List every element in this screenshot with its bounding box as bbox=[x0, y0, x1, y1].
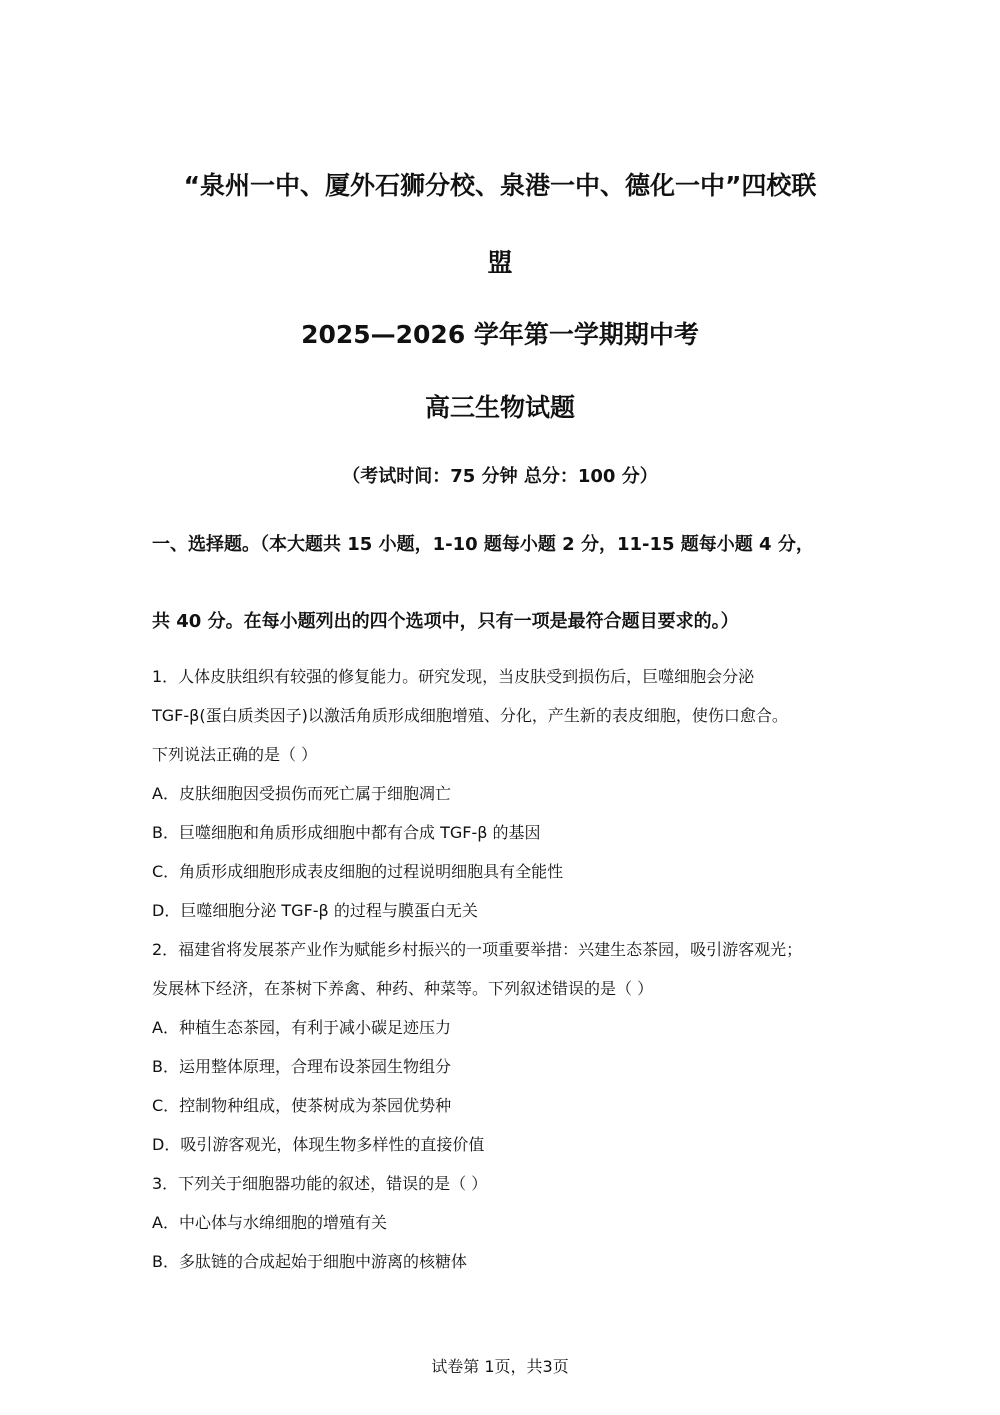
title-line-1: “泉州一中、厦外石狮分校、泉港一中、德化一中”四校联 bbox=[183, 171, 817, 200]
question-1-stem-line-1: 1．人体皮肤组织有较强的修复能力。研究发现，当皮肤受到损伤后，巨噬细胞会分泌 bbox=[152, 667, 755, 686]
section-heading-line-1: 一、选择题。（本大题共 15 小题，1-10 题每小题 2 分，11-15 题每小题 4 分， bbox=[152, 534, 814, 555]
question-1-option-a: A．皮肤细胞因受损伤而死亡属于细胞凋亡 bbox=[152, 784, 451, 803]
question-2-stem-line-2: 发展林下经济，在茶树下养禽、种药、种菜等。下列叙述错误的是（ ） bbox=[152, 979, 654, 998]
title-line-2: 盟 bbox=[487, 248, 513, 277]
section-heading-line-2: 共 40 分。在每小题列出的四个选项中，只有一项是最符合题目要求的。） bbox=[152, 611, 739, 632]
question-3-option-a: A．中心体与水绵细胞的增殖有关 bbox=[152, 1213, 387, 1232]
title-line-3: 2025—2026 学年第一学期期中考 bbox=[301, 320, 699, 349]
question-2-option-d: D．吸引游客观光，体现生物多样性的直接价值 bbox=[152, 1135, 485, 1154]
question-2-option-c: C．控制物种组成，使茶树成为茶园优势种 bbox=[152, 1096, 452, 1115]
question-2-stem-line-1: 2．福建省将发展茶产业作为赋能乡村振兴的一项重要举措：兴建生态茶园，吸引游客观光； bbox=[152, 940, 803, 959]
page-footer: 试卷第 1页，共3页 bbox=[431, 1357, 569, 1376]
question-2-option-b: B．运用整体原理，合理布设茶园生物组分 bbox=[152, 1057, 451, 1076]
question-1-option-b: B．巨噬细胞和角质形成细胞中都有合成 TGF-β 的基因 bbox=[152, 823, 541, 842]
question-1-stem-line-2: TGF-β(蛋白质类因子)以激活角质形成细胞增殖、分化，产生新的表皮细胞，使伤口愈合。 bbox=[152, 706, 788, 725]
exam-info: （考试时间：75 分钟 总分：100 分） bbox=[342, 466, 658, 487]
question-1-option-c: C．角质形成细胞形成表皮细胞的过程说明细胞具有全能性 bbox=[152, 862, 564, 881]
question-2-option-a: A．种植生态茶园，有利于减小碳足迹压力 bbox=[152, 1018, 451, 1037]
question-3-option-b: B．多肽链的合成起始于细胞中游离的核糖体 bbox=[152, 1252, 467, 1271]
question-1-stem-line-3: 下列说法正确的是（ ） bbox=[152, 745, 318, 764]
title-line-4: 高三生物试题 bbox=[424, 393, 575, 422]
question-3-stem-line-1: 3．下列关于细胞器功能的叙述，错误的是（ ） bbox=[152, 1174, 488, 1193]
question-1-option-d: D．巨噬细胞分泌 TGF-β 的过程与膜蛋白无关 bbox=[152, 901, 478, 920]
